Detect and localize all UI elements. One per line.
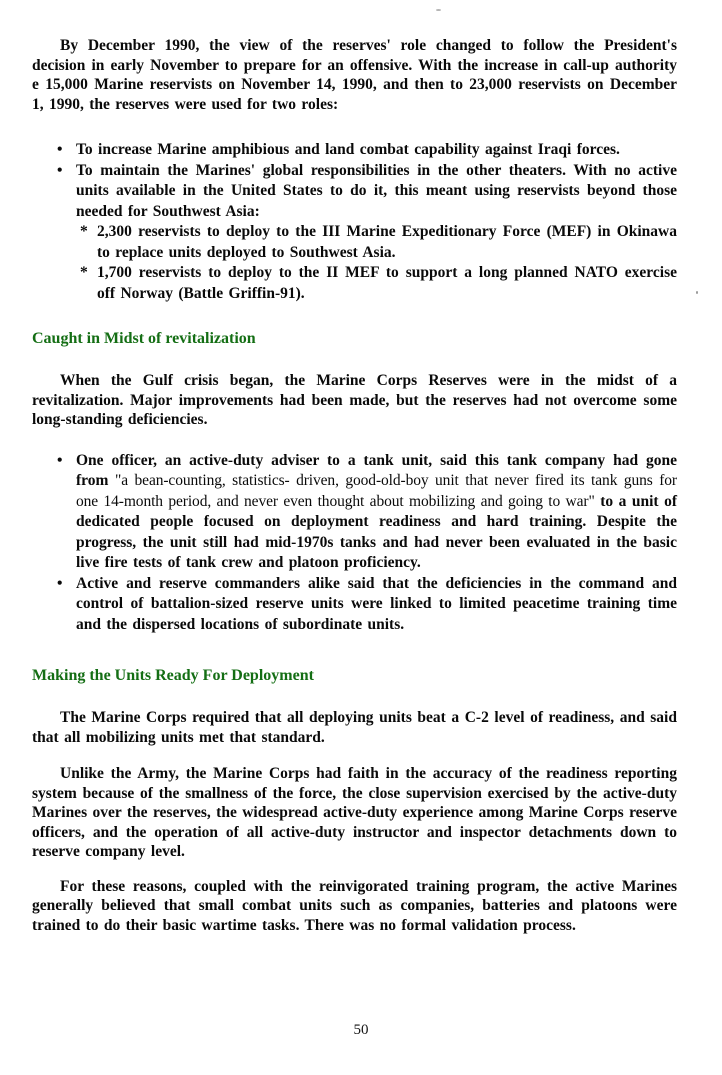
page-number: 50	[353, 1022, 369, 1038]
bullet-text: To maintain the Marines' global responsibilities in the other theaters. With no active units available in the United States to do it, this meant using reservists beyond those needed for Southwest Asia:	[76, 161, 677, 220]
bullet-text: Active and reserve commanders alike said that the deficiencies in the command and control of battalion-sized reserve units were linked to limited peacetime training time and the dispersed locations of subordinate units.	[76, 574, 677, 633]
sub-list-item	[80, 263, 677, 304]
scan-artifact	[696, 291, 698, 294]
list-item	[57, 140, 677, 161]
bullet-text-tail: to a unit of dedicated people focused on deployment readiness and hard training. Despite the progress, the unit still had mid-1970s tanks and had never been evaluated in the basic live fire tests of tank crew and platoon proficiency.	[76, 492, 677, 571]
sub-bullet-text: 1,700 reservists to deploy to the II MEF to support a long planned NATO exercise off Norway (Battle Griffin-91).	[97, 264, 677, 302]
bullet-text: To increase Marine amphibious and land combat capability against Iraqi forces.	[76, 141, 620, 158]
bullet-icon: •	[57, 574, 63, 592]
reporting-system-paragraph: Unlike the Army, the Marine Corps had faith in the accuracy of the readiness reporting system because of the smallness of the force, the close supervision exercised by the active-duty Marines over the reserves, the widespread active-duty experience among Marine Corps reserve officers, and the operation of all active-duty instructor and inspector detachments down to reserve company level.	[32, 765, 677, 860]
revitalization-paragraph: When the Gulf crisis began, the Marine Corps Reserves were in the midst of a revitalization. Major improvements had been made, but the reserves had not overcome some long-standing deficiencies.	[32, 372, 677, 428]
section-heading-revitalization: Caught in Midst of revitalization	[32, 330, 256, 347]
asterisk-icon: *	[80, 223, 88, 240]
bullet-icon: •	[57, 141, 63, 158]
readiness-paragraph: The Marine Corps required that all deploying units beat a C-2 level of readiness, and said that all mobilizing units met that standard.	[32, 709, 677, 746]
bullet-text-lead: One officer, an active-duty adviser to a tank unit, said this tank company had gone from	[76, 451, 677, 489]
bullet-text	[76, 451, 677, 574]
deficiencies-bullet-list	[32, 451, 677, 636]
list-item	[57, 161, 677, 223]
bullet-icon: •	[57, 161, 63, 179]
section-heading-deployment: Making the Units Ready For Deployment	[32, 667, 314, 684]
sub-bullet-text: 2,300 reservists to deploy to the III Marine Expeditionary Force (MEF) in Okinawa to replace units deployed to Southwest Asia.	[97, 223, 677, 261]
bullet-icon: •	[57, 451, 63, 469]
roles-bullet-list	[32, 140, 677, 304]
scan-artifact	[436, 9, 441, 11]
list-item	[57, 574, 677, 636]
training-program-paragraph: For these reasons, coupled with the reinvigorated training program, the active Marines generally believed that small combat units such as companies, batteries and platoons were trained to do their basic wartime tasks. There was no formal validation process.	[32, 877, 677, 934]
sub-list-item	[80, 222, 677, 263]
asterisk-icon: *	[80, 264, 88, 281]
intro-paragraph: By December 1990, the view of the reserves' role changed to follow the President's decision in early November to prepare for an offensive. With the increase in call-up authority e 15,000 Marine reservists on November 14, 1990, and then to 23,000 reservists on December 1, 1990, the reserves were used for two roles:	[32, 37, 677, 113]
document-page	[32, 36, 677, 935]
list-item	[57, 451, 677, 574]
bullet-text-quote: "a bean-counting, statistics- driven, good-old-boy unit that never fired its tank guns for one 14-month period, and never even thought about mobilizing and going to war"	[76, 472, 677, 510]
